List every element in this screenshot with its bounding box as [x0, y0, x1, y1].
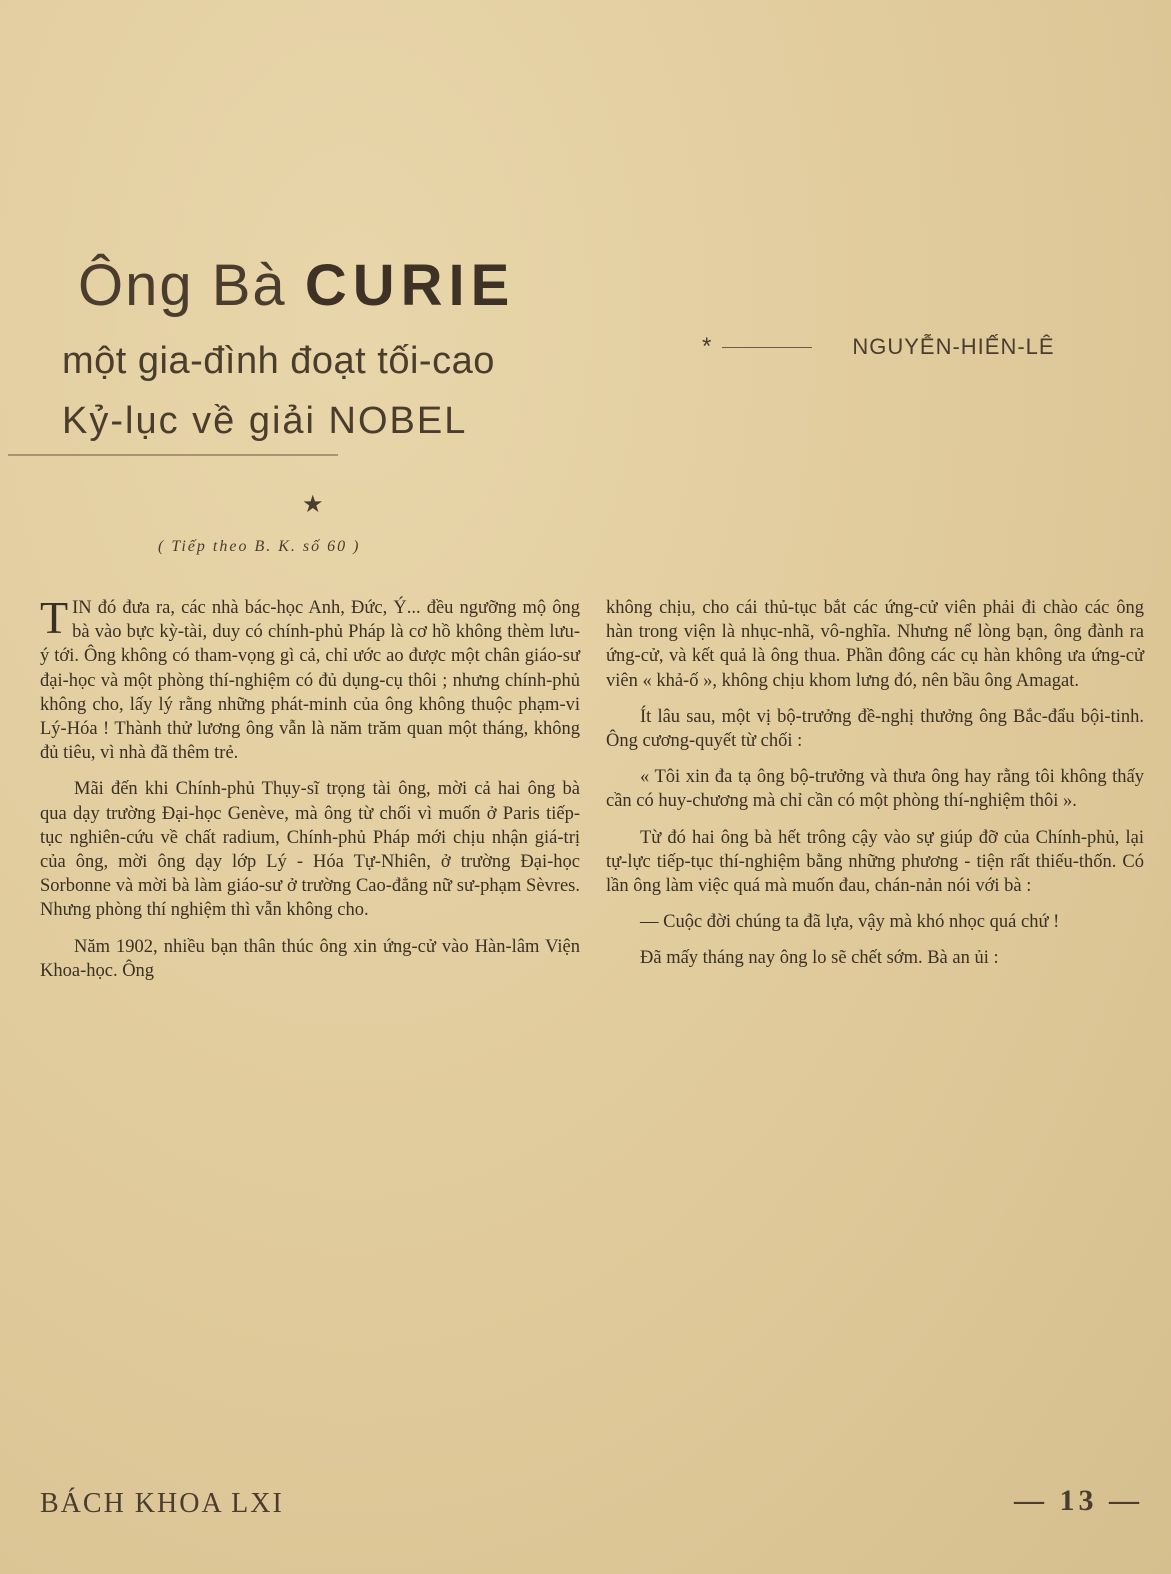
publication-name: BÁCH KHOA LXI	[40, 1488, 284, 1519]
star-icon: ★	[302, 492, 324, 518]
paragraph-text: IN đó đưa ra, các nhà bác-học Anh, Đức, Ý... đều ngưỡng mộ ông bà vào bực kỳ-tài, duy có chính-phủ Pháp là cơ hồ không thèm lưu-ý tới. Ông không có tham-vọng gì cả, chỉ ước ao được một chân giáo-sư đại-học và một phòng thí-nghiệm có đủ dụng-cụ thôi ; nhưng chính-phủ không cho, lấy lý rằng những phát-minh của ông không thuộc phạm-vi Lý-Hóa ! Thành thử lương ông vẫn là năm trăm quan một tháng, không đủ tiêu, vì nhà đã thêm trẻ.	[40, 598, 580, 764]
article-subtitle-line2: Kỷ-lục về giải NOBEL	[62, 400, 468, 442]
paragraph: Ít lâu sau, một vị bộ-trưởng đề-nghị thưởng ông Bắc-đẩu bội-tinh. Ông cương-quyết từ chối :	[606, 706, 1144, 752]
title-underline	[8, 454, 338, 456]
author-name: NGUYỄN-HIẾN-LÊ	[852, 334, 1055, 359]
drop-cap: T	[40, 592, 69, 643]
paragraph: không chịu, cho cái thủ-tục bắt các ứng-cử viên phải đi chào các ông hàn trong viện là nhục-nhã, vô-nghĩa. Nhưng nể lòng bạn, ông đành ra ứng-cử, và kết quả là ông thua. Phần đông các cụ hàn không ưa ứng-cử viên « khả-ố », không chịu khom lưng đó, nên bầu ông Amagat.	[606, 598, 1144, 691]
article-title	[78, 252, 515, 319]
paragraph: Mãi đến khi Chính-phủ Thụy-sĩ trọng tài ông, mời cả hai ông bà qua dạy trường Đại-học Genève, mà ông từ chối vì muốn ở Paris tiếp-tục nghiên-cứu về chất radium, Chính-phủ Pháp mới chịu nhận giá-trị của ông, mời ông dạy lớp Lý - Hóa Tự-Nhiên, ở trường Đại-học Sorbonne và mời bà làm giáo-sư ở trường Cao-đẳng nữ sư-phạm Sèvres. Nhưng phòng thí nghiệm thì vẫn không cho.	[40, 779, 580, 921]
page-number: — 13 —	[1014, 1484, 1143, 1517]
paragraph: Từ đó hai ông bà hết trông cậy vào sự giúp đỡ của Chính-phủ, lại tự-lực tiếp-tục thí-nghiệm bằng những phương - tiện rất thiếu-thốn. Có lần ông làm việc quá mà muốn đau, chán-nản nói với bà :	[606, 827, 1144, 897]
paragraph: Năm 1902, nhiều bạn thân thúc ông xin ứng-cử vào Hàn-lâm Viện Khoa-học. Ông	[40, 936, 580, 981]
paragraph	[40, 592, 580, 765]
title-name: CURIE	[304, 253, 516, 318]
right-column	[606, 596, 1144, 971]
paragraph: Đã mấy tháng nay ông lo sẽ chết sớm. Bà an ủi :	[640, 948, 999, 969]
byline	[702, 330, 1142, 364]
article-subtitle-line1: một gia-đình đoạt tối-cao	[62, 340, 495, 382]
quote-paragraph: « Tôi xin đa tạ ông bộ-trưởng và thưa ông hay rằng tôi không thấy cần có huy-chương mà chỉ cần có một phòng thí-nghiệm thôi ».	[606, 767, 1144, 812]
title-prefix: Ông Bà	[78, 253, 305, 318]
continued-note: ( Tiếp theo B. K. số 60 )	[158, 538, 361, 555]
left-column	[40, 592, 580, 983]
byline-dash	[722, 347, 812, 348]
dialogue-paragraph: — Cuộc đời chúng ta đã lựa, vậy mà khó nhọc quá chứ !	[640, 912, 1060, 933]
asterisk-icon: *	[702, 333, 713, 360]
